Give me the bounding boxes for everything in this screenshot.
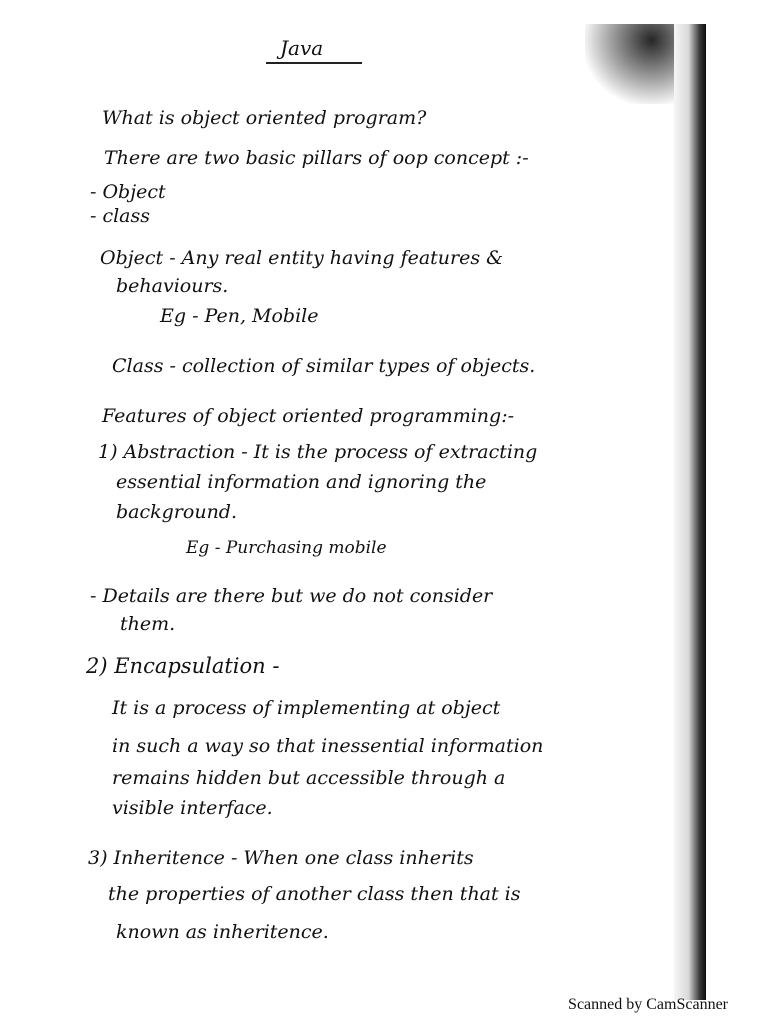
- note-line-12: background.: [116, 501, 238, 523]
- note-line-9: Features of object oriented programming:-: [102, 405, 515, 427]
- note-line-5: Object - Any real entity having features &: [100, 247, 504, 269]
- note-line-20: visible interface.: [112, 797, 273, 819]
- note-line-18: in such a way so that inessential information: [112, 735, 544, 757]
- note-line-14: - Details are there but we do not consider: [90, 585, 493, 607]
- note-line-19: remains hidden but accessible through a: [112, 767, 506, 789]
- note-line-13: Eg - Purchasing mobile: [186, 538, 387, 558]
- note-title: Java: [280, 36, 324, 60]
- note-line-10: 1) Abstraction - It is the process of extracting: [98, 441, 538, 463]
- note-line-21: 3) Inheritence - When one class inherits: [88, 847, 474, 869]
- page-binding-edge: [674, 24, 706, 1000]
- note-line-1: What is object oriented program?: [102, 107, 427, 129]
- note-line-6: behaviours.: [116, 275, 229, 297]
- note-line-15: them.: [120, 613, 176, 635]
- note-line-23: known as inheritence.: [116, 921, 329, 943]
- note-line-11: essential information and ignoring the: [116, 471, 487, 493]
- note-line-3: - Object: [90, 181, 166, 203]
- camscanner-watermark: Scanned by CamScanner: [568, 996, 728, 1013]
- title-underline: [266, 62, 362, 64]
- note-line-2: There are two basic pillars of oop concept :-: [104, 147, 529, 169]
- note-line-22: the properties of another class then that is: [108, 883, 521, 905]
- note-line-8: Class - collection of similar types of objects.: [112, 355, 536, 377]
- scan-shadow: [585, 24, 680, 104]
- note-line-16: 2) Encapsulation -: [86, 654, 280, 678]
- note-line-7: Eg - Pen, Mobile: [160, 305, 319, 327]
- note-line-4: - class: [90, 205, 151, 227]
- note-line-17: It is a process of implementing at object: [112, 697, 501, 719]
